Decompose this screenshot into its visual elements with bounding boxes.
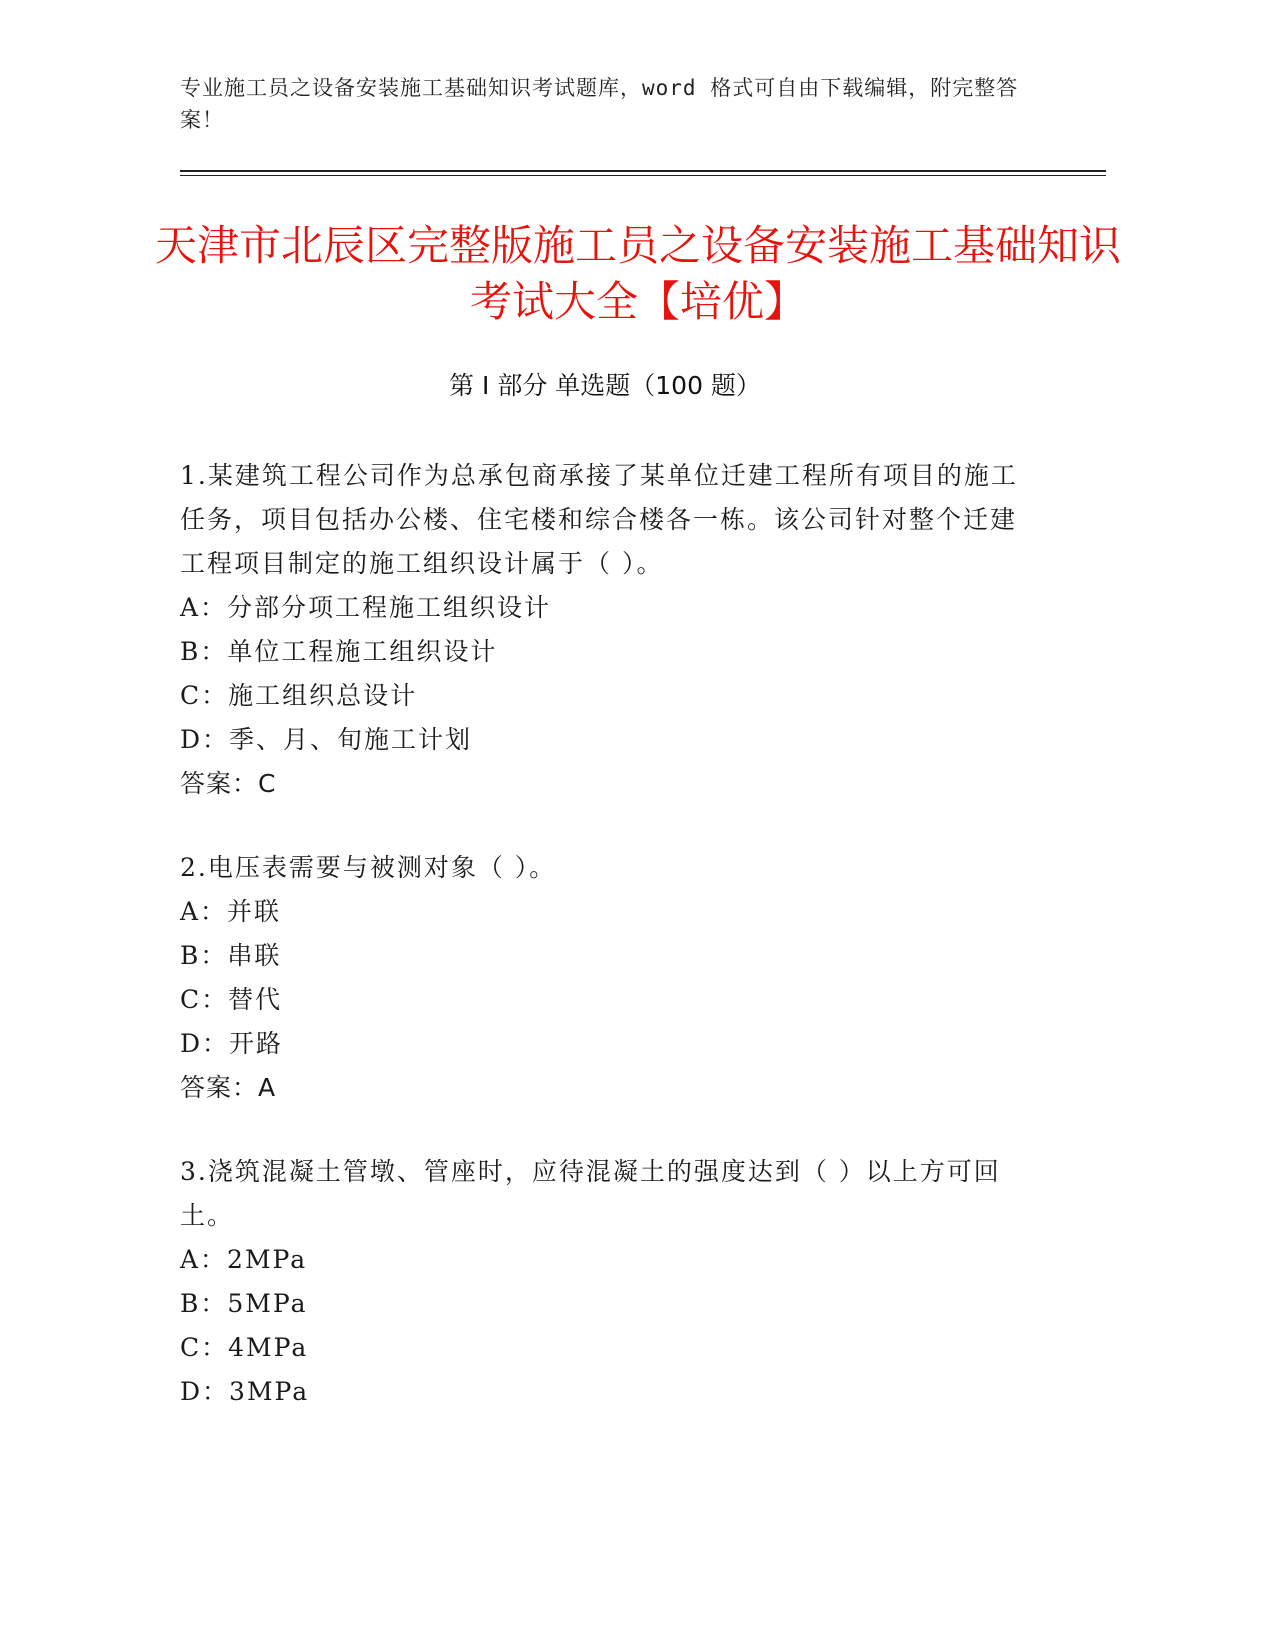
question-option-c: C：施工组织总设计 (180, 681, 418, 710)
question-option-b: B：5MPa (180, 1289, 308, 1318)
question-stem: 3.浇筑混凝土管墩、管座时，应待混凝土的强度达到（ ）以上方可回土。 (180, 1157, 1001, 1230)
question-1 (180, 454, 1040, 806)
question-answer: 答案：C (180, 769, 277, 798)
question-option-c: C：替代 (180, 985, 283, 1014)
question-option-c: C：4MPa (180, 1333, 309, 1362)
question-option-d: D：季、月、旬施工计划 (180, 725, 473, 754)
question-2 (180, 846, 1040, 1110)
question-option-a: A：2MPa (180, 1245, 308, 1274)
question-3 (180, 1150, 1040, 1414)
header-divider-thick (180, 170, 1106, 172)
question-stem: 2.电压表需要与被测对象（ ）。 (180, 853, 557, 882)
document-title: 天津市北辰区完整版施工员之设备安装施工基础知识考试大全【培优】 (154, 221, 1121, 326)
question-option-b: B：单位工程施工组织设计 (180, 637, 498, 666)
header-note: 专业施工员之设备安装施工基础知识考试题库，word 格式可自由下载编辑，附完整答案！ (180, 76, 1019, 132)
question-option-a: A：并联 (180, 897, 282, 926)
header-divider-thin (180, 175, 1106, 176)
question-option-a: A：分部分项工程施工组织设计 (180, 593, 552, 622)
question-answer: 答案：A (180, 1073, 277, 1102)
section-heading: 第 I 部分 单选题（100 题） (449, 371, 761, 400)
question-option-b: B：串联 (180, 941, 282, 970)
question-option-d: D：开路 (180, 1029, 284, 1058)
question-stem: 1.某建筑工程公司作为总承包商承接了某单位迁建工程所有项目的施工任务，项目包括办公楼、住宅楼和综合楼各一栋。该公司针对整个迁建工程项目制定的施工组织设计属于（ ）。 (180, 461, 1018, 578)
question-option-d: D：3MPa (180, 1377, 310, 1406)
